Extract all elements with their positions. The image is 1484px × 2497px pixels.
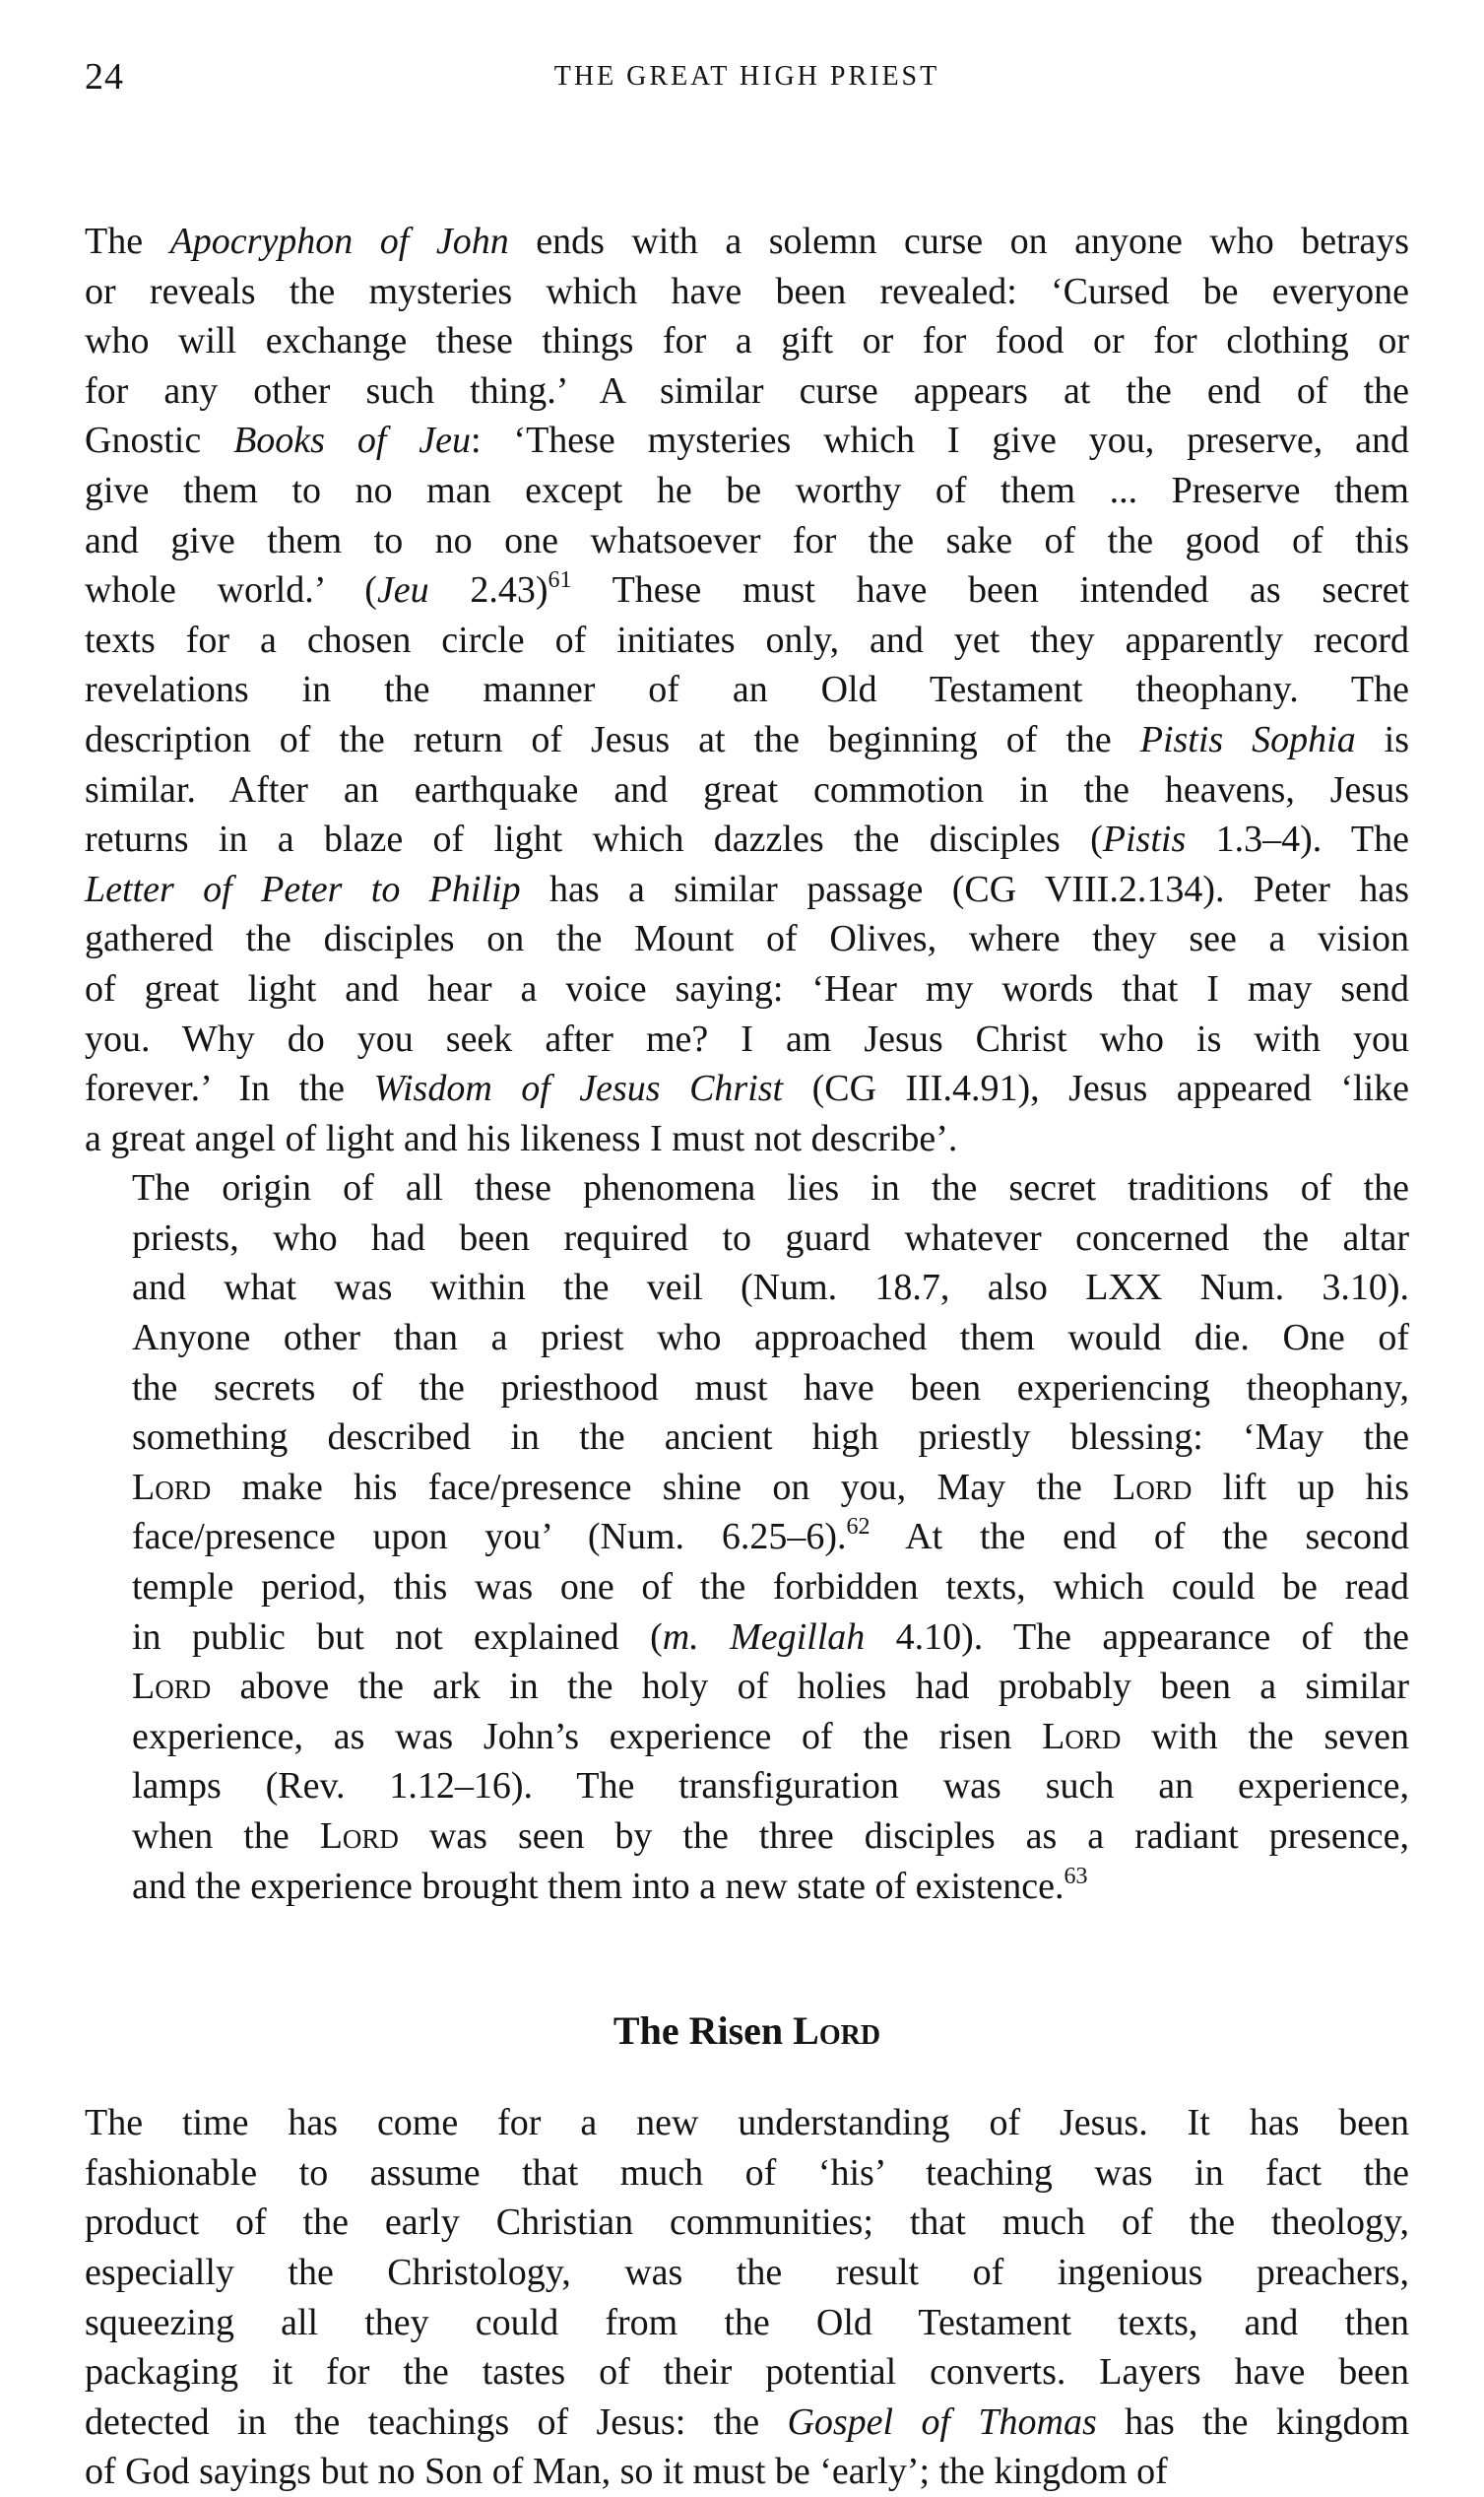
book-page (85, 47, 1409, 2497)
text-line: Letter of Peter to Philip has a similar passage (CG VIII.2.134). Peter has (85, 868, 1409, 910)
text-line: of God sayings but no Son of Man, so it must be ‘early’; the kingdom of (85, 2451, 1168, 2493)
text-line: lamps (Rev. 1.12–16). The transfiguration was such an experience, (132, 1765, 1409, 1807)
text-line: something described in the ancient high priestly blessing: ‘May the (132, 1416, 1409, 1459)
footnote-ref: 62 (846, 1514, 871, 1541)
text-line: experience, as was John’s experience of the risen Lord with the seven (132, 1715, 1409, 1757)
text-line: The origin of all these phenomena lies in the secret traditions of the (132, 1167, 1409, 1210)
text-line: squeezing all they could from the Old Testament texts, and then (85, 2301, 1409, 2343)
text-line: and give them to no one whatsoever for the sake of the good of this (85, 519, 1409, 561)
text-line: a great angel of light and his likeness I must not describe’. (85, 1117, 958, 1159)
text-line: Gnostic Books of Jeu: ‘These mysteries which I give you, preserve, and (85, 420, 1410, 462)
running-head (85, 47, 1409, 106)
text-line: give them to no man except he be worthy of them ... Preserve them (85, 469, 1409, 511)
footnote-ref: 61 (548, 567, 572, 594)
footnote-ref: 63 (1064, 1863, 1088, 1889)
text-line: and the experience brought them into a new state of existence.$^{63}$ (132, 1863, 1088, 1907)
text-line: packaging it for the tastes of their potential converts. Layers have been (85, 2351, 1409, 2394)
text-line: or reveals the mysteries which have been revealed: ‘Cursed be everyone (85, 270, 1409, 312)
text-line: you. Why do you seek after me? I am Jesus Christ who is with you (85, 1018, 1409, 1060)
text-line: and what was within the veil (Num. 18.7, also LXX Num. 3.10). (132, 1267, 1409, 1309)
text-line: whole world.’ (Jeu 2.43)$^{61}$ These must have been intended as secret (85, 567, 1410, 612)
page-number: 24 (85, 56, 124, 98)
body-text (85, 217, 1409, 2497)
text-line: The Risen Lord (613, 2008, 881, 2054)
text-line: especially the Christology, was the result of ingenious preachers, (85, 2251, 1409, 2293)
text-line: texts for a chosen circle of initiates only, and yet they apparently record (85, 619, 1409, 661)
text-line: Lord make his face/presence shine on you, May the Lord lift up his (132, 1466, 1409, 1508)
text-line: product of the early Christian communities; that much of the theology, (85, 2201, 1409, 2244)
text-line: detected in the teachings of Jesus: the Gospel of Thomas has the kingdom (85, 2400, 1409, 2443)
text-line: Lord above the ark in the holy of holies had probably been a similar (132, 1666, 1409, 1708)
text-line: description of the return of Jesus at the beginning of the Pistis Sophia is (85, 718, 1409, 760)
text-line: when the Lord was seen by the three disciples as a radiant presence, (132, 1815, 1410, 1857)
text-line: in public but not explained (m. Megillah 4.10). The appearance of the (132, 1615, 1410, 1658)
paragraph-1 (85, 217, 1409, 1163)
text-line: face/presence upon you’ (Num. 6.25–6).$^{62}$ At the end of the second (132, 1514, 1409, 1558)
text-line: revelations in the manner of an Old Testament theophany. The (85, 669, 1409, 711)
running-title: THE GREAT HIGH PRIEST (553, 61, 940, 92)
text-line: of great light and hear a voice saying: ‘Hear my words that I may send (85, 967, 1409, 1010)
section-heading (85, 2004, 1409, 2059)
paragraph-2 (85, 1163, 1409, 1911)
text-line: forever.’ In the Wisdom of Jesus Christ (CG III.4.91), Jesus appeared ‘like (85, 1068, 1410, 1110)
text-line: priests, who had been required to guard whatever concerned the altar (132, 1216, 1409, 1259)
text-line: for any other such thing.’ A similar curse appears at the end of the (85, 369, 1409, 412)
text-line: similar. After an earthquake and great commotion in the heavens, Jesus (85, 768, 1409, 811)
text-line: temple period, this was one of the forbidden texts, which could be read (132, 1566, 1409, 1609)
text-line: gathered the disciples on the Mount of Olives, where they see a vision (85, 918, 1409, 960)
paragraph-3 (85, 2098, 1409, 2497)
text-line: the secrets of the priesthood must have been experiencing theophany, (132, 1366, 1409, 1409)
text-line: who will exchange these things for a gift or for food or for clothing or (85, 320, 1409, 362)
text-line: returns in a blaze of light which dazzles the disciples (Pistis 1.3–4). The (85, 819, 1409, 861)
text-line: The time has come for a new understanding of Jesus. It has been (85, 2102, 1409, 2144)
text-line: fashionable to assume that much of ‘his’ teaching was in fact the (85, 2151, 1409, 2194)
text-line: The Apocryphon of John ends with a solemn curse on anyone who betrays (85, 221, 1410, 262)
text-line: Anyone other than a priest who approached them would die. One of (132, 1317, 1409, 1359)
